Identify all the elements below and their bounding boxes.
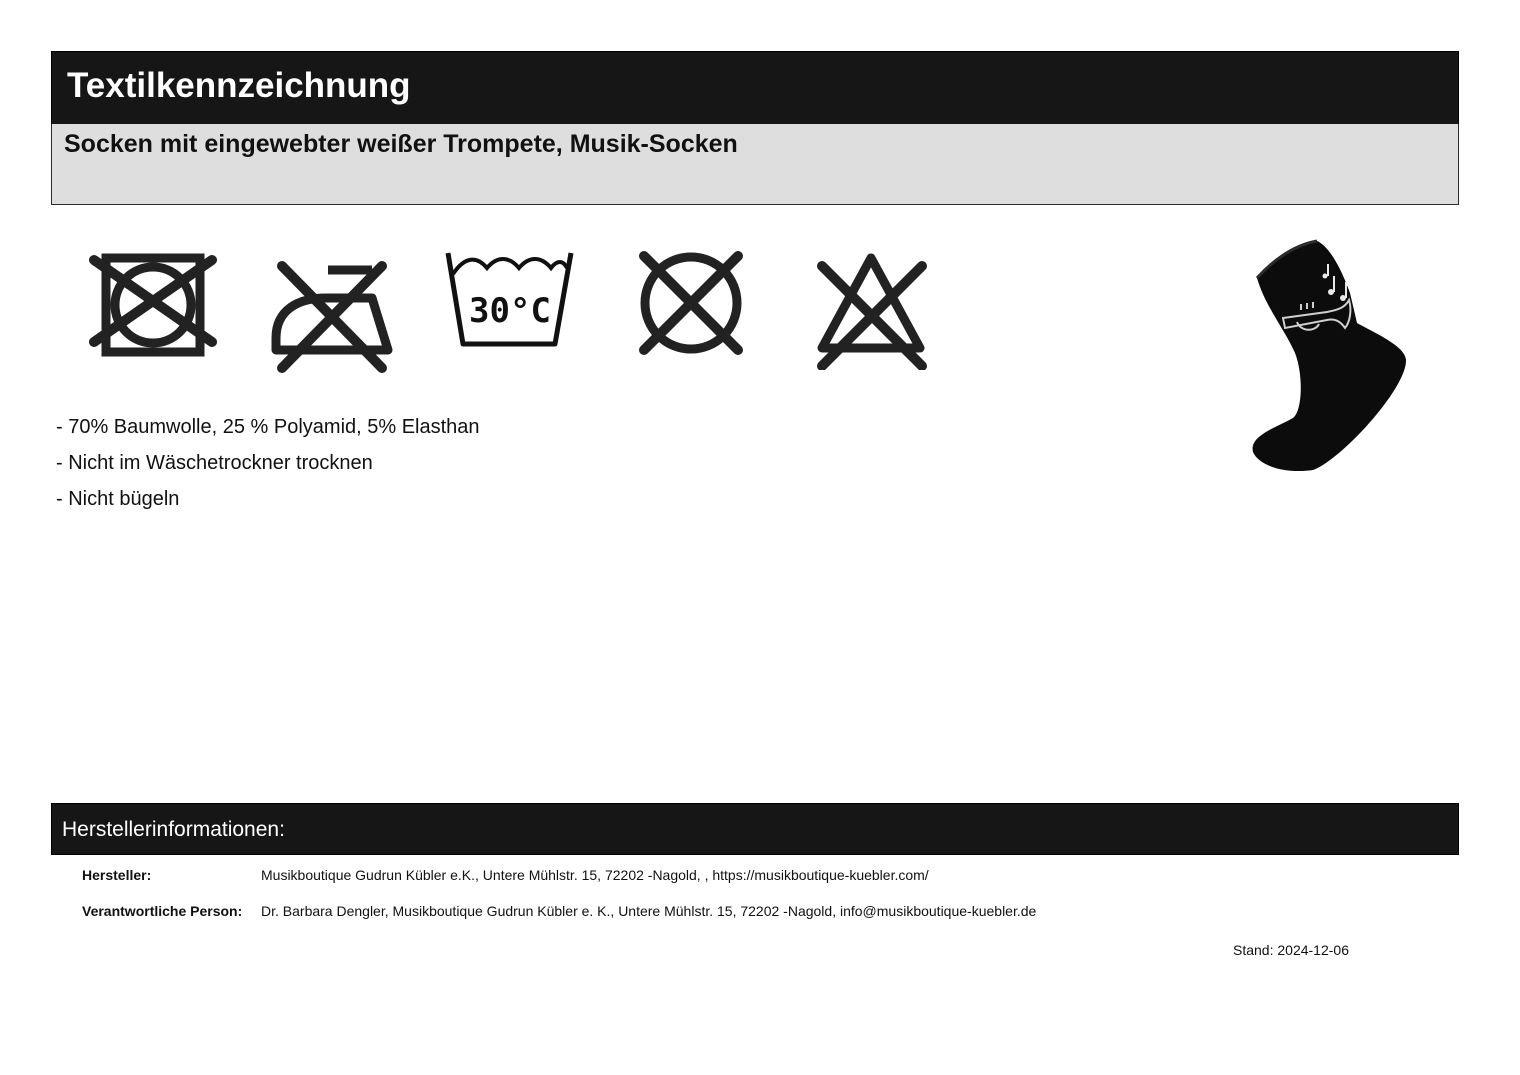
page-title: Textilkennzeichnung: [67, 66, 411, 105]
stand-date: Stand: 2024-12-06: [1233, 942, 1349, 958]
manufacturer-label: Hersteller:: [82, 867, 152, 883]
responsible-person-value: Dr. Barbara Dengler, Musikboutique Gudrun Kübler e. K., Untere Mühlstr. 15, 72202 -Nagold, info@musikboutique-kuebler.de: [261, 903, 1037, 919]
no-iron-icon: [268, 258, 398, 373]
no-tumble-dry-icon: [88, 250, 218, 360]
responsible-person-row: [82, 903, 1036, 919]
properties-list: [56, 413, 480, 521]
no-bleach-icon: [812, 250, 930, 370]
page-header: [51, 51, 1459, 125]
wash-30-icon: [443, 248, 578, 350]
manufacturer-row: [82, 867, 929, 883]
responsible-person-label: Verantwortliche Person:: [82, 903, 243, 919]
product-title: Socken mit eingewebter weißer Trompete, Musik-Socken: [64, 130, 738, 158]
product-header: [51, 124, 1459, 205]
no-dry-clean-icon: [636, 250, 746, 356]
wash-temperature-label: 30°C: [469, 291, 551, 331]
product-image: [1245, 238, 1420, 483]
manufacturer-section-title: Herstellerinformationen:: [62, 818, 285, 841]
list-item: - 70% Baumwolle, 25 % Polyamid, 5% Elasthan: [56, 416, 480, 438]
manufacturer-section-header: [51, 803, 1459, 855]
list-item: - Nicht im Wäschetrockner trocknen: [56, 452, 373, 474]
manufacturer-value: Musikboutique Gudrun Kübler e.K., Untere Mühlstr. 15, 72202 -Nagold, , https://musikboutique-kuebler.com/: [261, 867, 929, 883]
list-item: - Nicht bügeln: [56, 488, 180, 510]
